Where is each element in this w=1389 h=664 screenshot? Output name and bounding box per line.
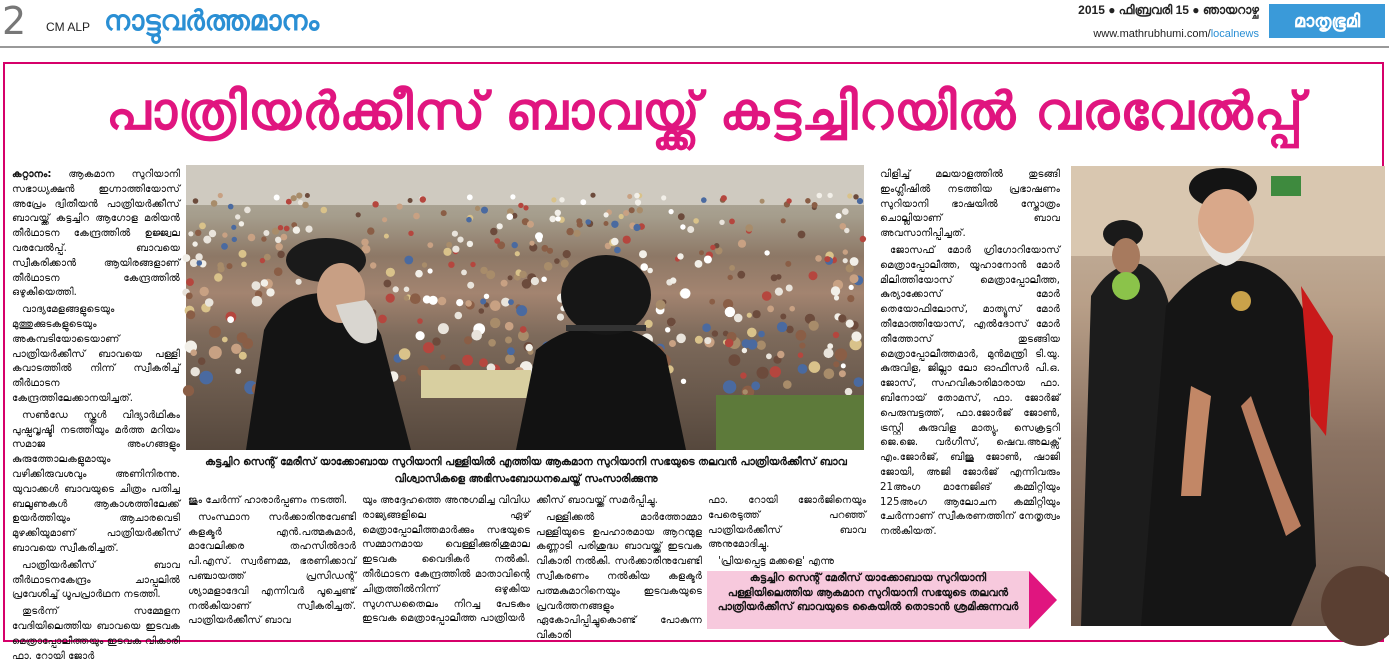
article-column-1 [12,168,180,662]
paragraph: സൺഡേ സ്കൂൾ വിദ്യാർഥികം പുഷ്പവൃഷ്ടി നടത്തിയും മർത്ത മറിയം സമാജ അംഗങ്ങളും കുരുത്തോലകളുമായും വഴിക്കിരുവശവും അണിനിരന്നു. യുവാക്കൾ ബാവയുടെ ചിത്രം പതിച്ച ബലൂണുകൾ ആകാശത്തിലേക്ക് ഉയർത്തിയും ആചാരവെടി മുഴക്കിയുമാണ് പാത്രിയർക്കീസ് ബാവയെ സ്വീകരിച്ചത്. [12,409,180,554]
place-dateline: കറ്റാനം: [12,169,52,180]
article-column-4 [536,494,702,642]
patriarch-photo-illustration [1071,166,1385,626]
crowd-photo-illustration [186,165,864,450]
section-title: നാട്ടുവർത്തമാനം [104,4,320,37]
paragraph: സംസ്ഥാന സർക്കാരിനുവേണ്ടി കളക്ടർ എൻ.പത്മകുമാർ, മാവേലിക്കര തഹസിൽദാർ പി.എസ്. സ്വർണമ്മ, ഭരണിക്കാവ് പഞ്ചായത്ത് പ്രസിഡന്റ് ശ്യാമളാദേവി എന്നിവർ പൂച്ചെണ്ട് നൽകിയാണ് സ്വീകരിച്ചത്. പാത്രിയർക്കീസ് ബാവ [188,511,356,627]
url-prefix: www.mathrubhumi.com/ [1093,28,1211,40]
paragraph: വിളിച്ച് മലയാളത്തിൽ തുടങ്ങി ഇംഗ്ലീഷിൽ നടത്തിയ പ്രഭാഷണം സുറിയാനി ഭാഷയിൽ സ്തോത്രം ചൊല്ലിയാണ് ബാവ അവസാനിപ്പിച്ചത്. [880,169,1060,240]
paragraph: യും അദ്ദേഹത്തെ അനുഗമിച്ച വിവിധ രാജ്യങ്ങളിലെ ഏഴ് മെത്രാപ്പോലീത്തമാർക്കും സഭയുടെ സമ്മാനമായ വെള്ളിക്കുരിശുമാല ഇടവക വൈദികർ നൽകി. തീർഥാടന കേന്ദ്രത്തിൽ മാതാവിന്റെ ചിത്രത്തിൽനിന്ന് ഒഴുകിയ സുഗന്ധതൈലം നിറച്ച പേടകം ഇടവക മെത്രാപ്പോലീത്ത പാത്രിയർ [362,495,530,625]
page-number: 2 [2,0,27,43]
article-column-6 [880,168,1060,568]
right-photo [1071,166,1385,626]
paragraph: തുടർന്ന് സമ്മേളന വേദിയിലെത്തിയ ബാവയെ ഇടവക മെത്രാപ്പോലീത്തയും ഇടവക വികാരി ഫാ. റോയി ജോർ [12,606,180,662]
paragraph: ഫാ. റോയി ജോർജിനെയും പേരെടുത്ത് പറഞ്ഞ് പാത്രിയർക്കീസ് ബാവ അനുമോദിച്ചു. [708,495,866,551]
paragraph-text: ആകമാന സുറിയാനി സഭാധ്യക്ഷൻ ഇഗ്നാത്തിയോസ് അപ്രേം ദ്വിതീയൻ പാത്രിയർക്കീസ് ബാവയ്ക്ക് കട്ടച്ചിറ ആഗോള മരിയൻ തീർഥാടന കേന്ദ്രത്തിൽ ഉജ്ജ്വല വരവേൽപ്പ്. ബാവയെ സ്വീകരിക്കാൻ ആയിരങ്ങളാണ് തീർഥാടന കേന്ദ്രത്തിൽ ഒഴുകിയെത്തി. [12,169,180,299]
main-photo [186,165,864,450]
paragraph: വാദ്യമേളങ്ങളുടെയും മുത്തുക്കുടകളുടെയും അകമ്പടിയോടെയാണ് പാത്രിയർക്കീസ് ബാവയെ പള്ളി കവാടത്തിൽ നിന്ന് സ്വീകരിച്ച് തീർഥാടന കേന്ദ്രത്തിലേക്കാനയിച്ചത്. [12,304,180,404]
paragraph: ജോസഫ് മോർ ഗ്രിഗോറിയോസ് മെത്രാപ്പോലീത്ത, യൂഹാനോൻ മോർ മിലിത്തിയോസ് മെത്രാപ്പോലീത്ത, കുര്യാക്കോസ് മോർ തെയോഫിലോസ്, മാത്യൂസ് മോർ തീമോത്തിയോസ്, എൽദോസ് മോർ തീത്തോസ് തുടങ്ങിയ മെത്രാപ്പോലീത്തമാർ, മുൻമന്ത്രി ടി.യു. കുരുവിള, ജില്ലാ ലോ ഓഫീസർ പി.ഒ. ജോസ്, സഹവികാരിമാരായ ഫാ. ബിനോയ് തോമസ്, ഫാ. ജോർജ് പെരുമ്പട്ടത്ത്, ഫാ.ജോർജ് ജോൺ, ട്രസ്റ്റി കുരുവിള മാത്യു, സെക്രട്ടറി ജെ.ജെ. വർഗീസ്, ഷെവ.അലക്സ് എം.ജോർജ്, ബിജു ജോൺ, ഷാജി ജോയി, അജി ജോർജ് എന്നിവരും 21അംഗ മാനേജിങ് കമ്മിറ്റിയും 125അംഗ ആലോചന കമ്മിറ്റിയും ചേർന്നാണ് സ്വീകരണത്തിന് നേതൃത്വം നൽകിയത്. [880,244,1060,538]
main-photo-caption: കട്ടച്ചിറ സെന്റ് മേരീസ് യാക്കോബായ സുറിയാനി പള്ളിയിൽ എത്തിയ ആകമാന സുറിയാനി സഭയുടെ തലവൻ പാത്രിയർക്കീസ് ബാവ വിശ്വാസികളെ അഭിസംബോധനചെയ്ത് സംസാരിക്കുന്നു [205,456,847,485]
caption-pointer-arrow [1029,571,1057,629]
masthead [0,0,1389,48]
newspaper-logo: മാതൃഭൂമി [1269,4,1385,38]
article-column-3 [362,494,530,632]
paragraph: പാത്രിയർക്കീസ് ബാവ തീർഥാടനകേന്ദ്രം ചാപ്പലിൽ പ്രവേശിച്ച് ധൂപപ്രാർഥന നടത്തി. [12,559,180,601]
dateline: 2015 ● ഫിബ്രവരി 15 ● ഞായറാഴ്ച [1078,3,1259,17]
paragraph: ക്കീസ് ബാവയ്ക്ക് സമർപ്പിച്ചു. [536,495,658,506]
article-column-5 [708,494,866,568]
paragraph: പള്ളിക്കൽ മാർത്തോമ്മാ പള്ളിയുടെ ഉപഹാരമായ ആറന്മുള കണ്ണാടി പരിശുദ്ധ ബാവയ്ക്ക് ഇടവക വികാരി നൽകി. സർക്കാരിനുവേണ്ടി സ്വീകരണം നൽകിയ കളക്ടർ പത്മകുമാറിനെയും ഇടവകയുടെ പ്രവർത്തനങ്ങളും ഏകോപിപ്പിച്ചുകൊണ്ട് പോകുന്ന വികാരി [536,511,702,642]
article-column-2 [188,494,356,632]
url-section: localnews [1210,28,1259,40]
paragraph: 'പ്രിയപ്പെട്ട മക്കളെ' എന്നു [718,556,835,568]
right-photo-caption: കട്ടച്ചിറ സെന്റ് മേരീസ് യാക്കോബായ സുറിയാനി പള്ളിയിലെത്തിയ ആകമാന സുറിയാനി സഭയുടെ തലവൻ പാത്രിയർക്കീസ് ബാവയുടെ കൈയിൽ തൊടാൻ ശ്രമിക്കുന്നവർ [707,571,1029,629]
paragraph: ജും ചേർന്ന് ഹാരാർപ്പണം നടത്തി. [188,495,348,506]
edition-label: CM ALP [46,20,91,34]
article-headline: പാത്രിയർക്കീസ് ബാവയ്ക്ക് കട്ടച്ചിറയിൽ വരവേൽപ്പ് [106,82,1304,142]
paragraph [12,168,180,301]
website-url[interactable] [1093,28,1259,40]
